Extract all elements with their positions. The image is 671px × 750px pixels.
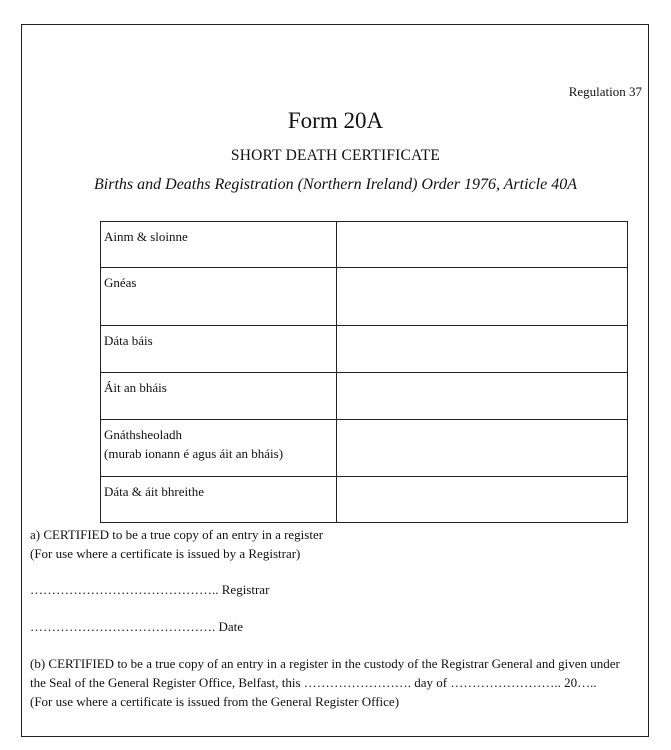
field-value-usual-address[interactable] [337, 420, 628, 477]
field-label-name: Ainm & sloinne [101, 222, 337, 268]
field-label-usual-address-note: (murab ionann é agus áit an bháis) [104, 446, 284, 461]
field-label-place-of-death: Áit an bháis [101, 373, 337, 420]
field-value-date-place-of-birth[interactable] [337, 477, 628, 523]
field-value-name[interactable] [337, 222, 628, 268]
section-b-seal-statement: the Seal of the General Register Office, Belfast, this ……………………. day of …………………….. 20….. [30, 675, 597, 690]
field-label-date-place-of-birth: Dáta & áit bhreithe [101, 477, 337, 523]
date-line: ……………………………………. Date [30, 619, 244, 634]
form-title: Form 20A [287, 108, 384, 133]
table-row [101, 326, 628, 373]
table-row [101, 477, 628, 523]
table-row [101, 222, 628, 268]
field-label-usual-address [101, 420, 337, 477]
certificate-subtitle: SHORT DEATH CERTIFICATE [230, 147, 441, 164]
table-row [101, 420, 628, 477]
section-b-certification: (b) CERTIFIED to be a true copy of an entry in a register in the custody of the Registrar General and given under [30, 656, 620, 671]
legislation-reference: Births and Deaths Registration (Northern Ireland) Order 1976, Article 40A [94, 176, 577, 193]
table-row [101, 373, 628, 420]
certificate-details-table [100, 221, 628, 523]
field-label-usual-address-text: Gnáthsheoladh [104, 427, 182, 442]
regulation-reference: Regulation 37 [568, 84, 642, 99]
registrar-signature-line: …………………………………….. Registrar [30, 582, 270, 597]
section-b-usage-note: (For use where a certificate is issued from the General Register Office) [30, 694, 400, 709]
section-a-certification: a) CERTIFIED to be a true copy of an entry in a register [30, 527, 324, 542]
field-label-date-of-death: Dáta báis [101, 326, 337, 373]
table-row [101, 268, 628, 326]
field-value-place-of-death[interactable] [337, 373, 628, 420]
section-a-usage-note: (For use where a certificate is issued by a Registrar) [30, 546, 301, 561]
field-value-date-of-death[interactable] [337, 326, 628, 373]
field-value-sex[interactable] [337, 268, 628, 326]
field-label-sex: Gnéas [101, 268, 337, 326]
